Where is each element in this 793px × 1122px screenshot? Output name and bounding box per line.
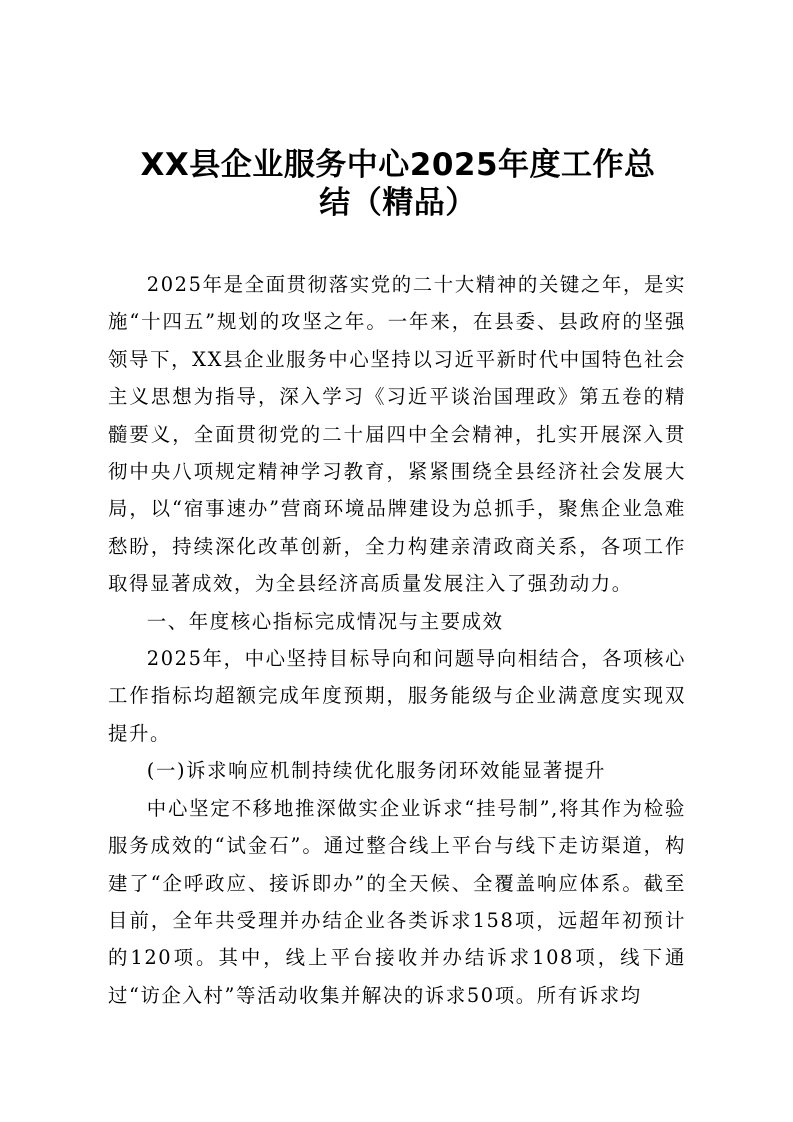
document-title [108, 146, 688, 222]
title-line-1: XX县企业服务中心2025年度工作总 [140, 147, 656, 183]
title-line-2: 结（精品） [319, 185, 477, 221]
section-heading-1: 一、年度核心指标完成情况与主要成效 [146, 609, 504, 633]
intro-paragraph: 2025年是全面贯彻落实党的二十大精神的关键之年，是实施“十四五”规划的攻坚之年。一年来，在县委、县政府的坚强领导下，XX县企业服务中心坚持以习近平新时代中国特色社会主义思想为指导，深入学习《习近平谈治国理政》第五卷的精髓要义，全面贯彻党的二十届四中全会精神，扎实开展深入贯彻中央八项规定精神学习教育，紧紧围绕全县经济社会发展大局，以“宿事速办”营商环境品牌建设为总抓手，聚焦企业急难愁盼，持续深化改革创新，全力构建亲清政商关系，各项工作取得显著成效，为全县经济高质量发展注入了强劲动力。 [108, 273, 686, 596]
document-body [108, 266, 686, 1014]
subsection-1-paragraph: 中心坚定不移地推深做实企业诉求“挂号制”,将其作为检验服务成效的“试金石”。通过整合线上平台与线下走访渠道，构建了“企呼政应、接诉即办”的全天候、全覆盖响应体系。截至目前，全年共受理并办结企业各类诉求158项，远超年初预计的120项。其中，线上平台接收并办结诉求108项，线下通过“访企入村”等活动收集并解决的诉求50项。所有诉求均 [108, 796, 686, 1007]
section-1-paragraph: 2025年，中心坚持目标导向和问题导向相结合，各项核心工作指标均超额完成年度预期，服务能级与企业满意度实现双提升。 [108, 647, 686, 745]
subsection-heading-1: (一)诉求响应机制持续优化服务闭环效能显著提升 [146, 759, 606, 783]
